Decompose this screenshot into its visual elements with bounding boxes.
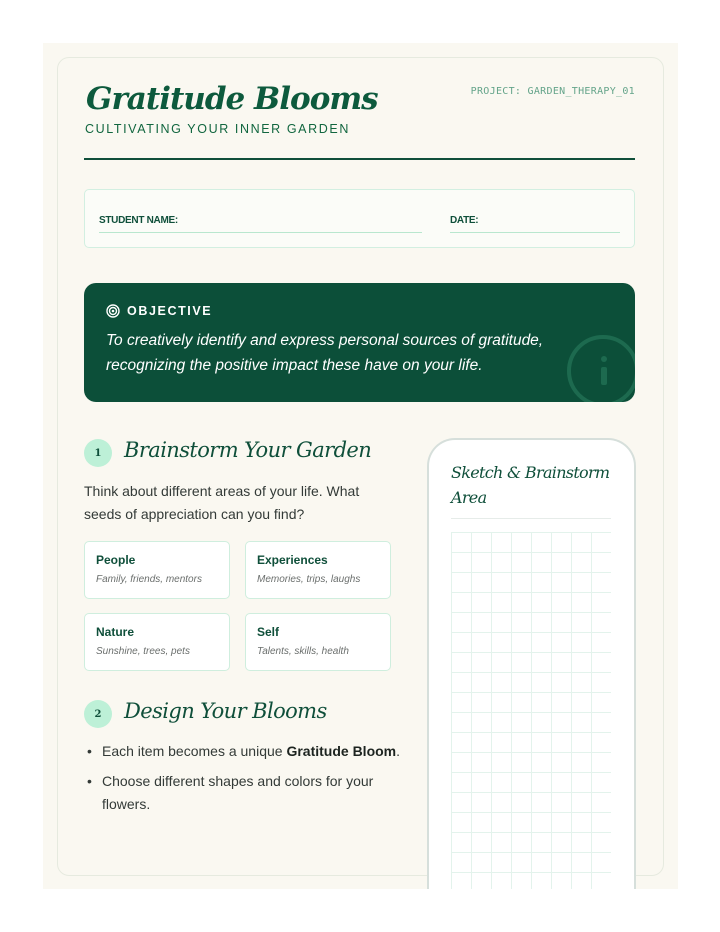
info-icon [567,335,635,402]
sketch-panel-title: Sketch & Brainstorm Area [451,463,610,507]
list-item: • Each item becomes a unique Gratitude Bloom. [84,740,404,763]
category-title: Self [257,625,280,639]
step-1-title: Brainstorm Your Garden [124,438,372,462]
category-examples: Talents, skills, health [257,646,349,657]
list-item: • Choose different shapes and colors for your flowers. [84,770,404,816]
category-title: Nature [96,625,135,639]
date-field[interactable] [450,232,620,233]
sketch-grid-area[interactable] [451,532,611,889]
header-divider [84,158,635,160]
worksheet-page [43,43,678,889]
project-code: PROJECT: GARDEN_THERAPY_01 [470,86,635,97]
category-title: Experiences [257,553,328,567]
target-icon [106,304,120,318]
category-examples: Memories, trips, laughs [257,574,361,585]
objective-banner [84,283,635,402]
student-name-label: STUDENT NAME: [99,215,178,226]
category-card-people [84,541,230,599]
design-instructions-list [84,740,404,823]
category-title: People [96,553,136,567]
category-card-experiences [245,541,391,599]
objective-text: To creatively identify and express personal sources of gratitude, recognizing the positive impact these have on your life. [106,332,544,374]
step-1-intro: Think about different areas of your life. What seeds of appreciation can you find? [84,483,360,522]
category-card-nature [84,613,230,671]
sketch-panel-divider [451,518,611,519]
objective-heading: OBJECTIVE [127,304,213,318]
category-examples: Family, friends, mentors [96,574,202,585]
category-card-self [245,613,391,671]
objective-header [106,304,212,318]
sketch-panel [427,438,636,889]
step-2-title: Design Your Blooms [124,699,327,723]
page-subtitle: CULTIVATING YOUR INNER GARDEN [85,122,350,136]
date-label: DATE: [450,215,479,226]
student-name-field[interactable] [99,232,422,233]
student-info-box [84,189,635,248]
page-title: Gratitude Blooms [86,81,378,117]
step-1-badge: 1 [84,439,112,467]
category-examples: Sunshine, trees, pets [96,646,190,657]
step-2-badge: 2 [84,700,112,728]
